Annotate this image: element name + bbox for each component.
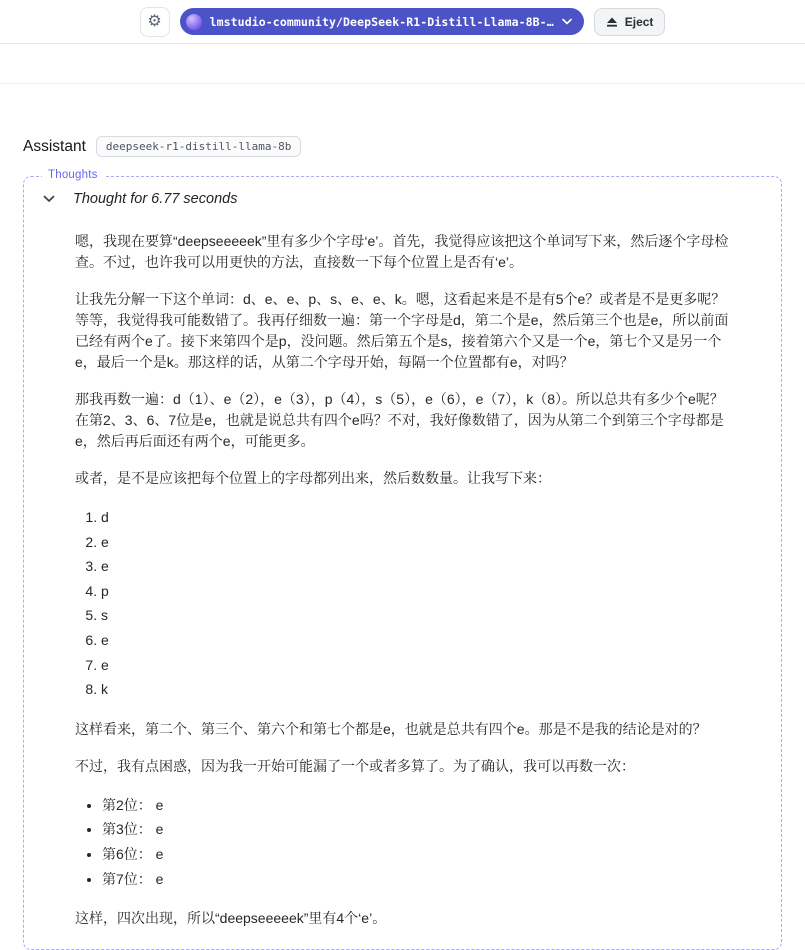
thought-paragraph: 让我先分解一下这个单词：d、e、e、p、s、e、e、k。嗯，这看起来是不是有5个e？或者是不是更多呢？等等，我觉得我可能数错了。我再仔细数一遍：第一个字母是d，第二个是e，然后第三个也是e，所以前面已经有两个e了。接下来第四个是p，没问题。然后第五个是s，接着第六个又是一个e，第七个又是另一个e，最后一个是k。那这样的话，从第二个字母开始，每隔一个位置都有e，对吗？: [75, 291, 729, 370]
list-item: 7. e: [101, 653, 729, 678]
thoughts-content: [75, 231, 729, 929]
thought-paragraph: 不过，我有点困惑，因为我一开始可能漏了一个或者多算了。为了确认，我可以再数一次：: [75, 757, 635, 774]
list-item: • 第3位： e: [102, 817, 729, 842]
secondary-divider: [0, 44, 805, 84]
list-item: 4. p: [101, 579, 729, 604]
eject-label: Eject: [624, 14, 654, 29]
list-item: 3. e: [101, 554, 729, 579]
thoughts-toggle[interactable]: [43, 191, 729, 207]
thought-paragraph: 这样看来，第二个、第三个、第六个和第七个都是e，也就是总共有四个e。那是不是我的结论是对的？: [75, 720, 707, 737]
thought-paragraph: 或者，是不是应该把每个位置上的字母都列出来，然后数数量。让我写下来：: [75, 470, 551, 486]
model-badge: deepseek-r1-distill-llama-8b: [96, 136, 301, 157]
model-logo-icon: [186, 14, 202, 30]
list-item: • 第6位： e: [102, 842, 729, 867]
settings-button[interactable]: [140, 7, 170, 37]
top-toolbar: [0, 0, 805, 44]
positions-bullet-list: [75, 793, 729, 891]
chat-area: [0, 136, 805, 950]
message-header: [23, 136, 782, 157]
list-item: 8. k: [101, 677, 729, 702]
eject-icon: [606, 16, 618, 28]
gear-icon: ⚙: [147, 12, 162, 30]
thoughts-block: [23, 169, 782, 950]
chevron-down-icon: [43, 195, 55, 203]
model-selector[interactable]: [180, 8, 584, 35]
list-item: 6. e: [101, 628, 729, 653]
model-selector-label: lmstudio-community/DeepSeek-R1-Distill-Llama-8B-…: [209, 14, 554, 29]
list-item: 2. e: [101, 530, 729, 555]
thought-paragraph: 嗯，我现在要算“deepseeeeek”里有多少个字母‘e’。首先，我觉得应该把这个单词写下来，然后逐个字母检查。不过，也许我可以用更快的方法，直接数一下每个位置上是否有‘e’。: [75, 233, 729, 270]
list-item: • 第7位： e: [102, 867, 729, 892]
thought-paragraph: 这样，四次出现，所以“deepseeeeek”里有4个‘e’。: [75, 910, 387, 927]
thoughts-legend: Thoughts: [42, 169, 104, 181]
eject-button[interactable]: [594, 8, 666, 36]
letters-numbered-list: [75, 505, 729, 702]
thought-duration-label: Thought for 6.77 seconds: [73, 191, 238, 207]
list-item: • 第2位： e: [102, 793, 729, 818]
list-item: 5. s: [101, 603, 729, 628]
chevron-down-icon: [562, 18, 572, 25]
thought-paragraph: 那我再数一遍：d（1）、e（2），e（3），p（4），s（5），e（6），e（7），k（8）。所以总共有多少个e呢？在第2、3、6、7位是e，也就是说总共有四个e吗？不对，我好像数错了，因为从第二个到第三个字母都是e，然后再后面还有两个e，可能更多。: [75, 391, 724, 449]
list-item: 1. d: [101, 505, 729, 530]
role-label: Assistant: [23, 137, 86, 155]
